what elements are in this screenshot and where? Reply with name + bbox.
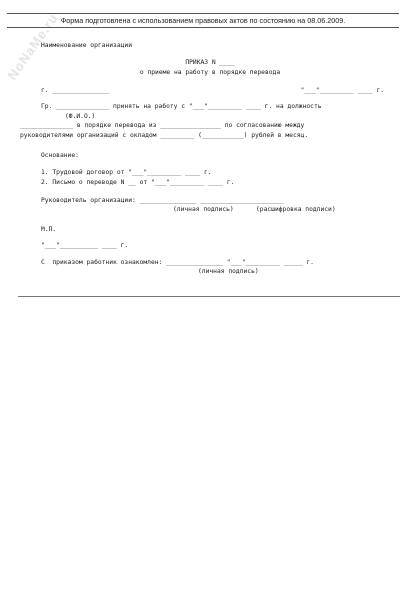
stamp-place-label: М.П. — [41, 226, 57, 233]
organization-name-label: Наименование организации — [41, 42, 132, 49]
salary-line: руководителями организаций с окладом _________ (___________) рублей в месяц. — [20, 132, 309, 139]
bottom-divider — [18, 296, 400, 297]
watermark-text: NoNaMe.ru — [4, 10, 62, 83]
employee-hire-line: Гр. ______________ принять на работу с "___"_________ ____ г. на должность — [41, 103, 322, 110]
order-title: ПРИКАЗ N ____ — [185, 59, 235, 66]
signature-decoding-caption: (расшифровка подписи) — [256, 206, 336, 213]
city-field: г. _______________ — [41, 87, 110, 94]
fio-caption: (Ф.И.О.) — [65, 113, 96, 120]
basis-item-1: 1. Трудовой договор от "___"_________ ____ г. — [41, 169, 212, 176]
employee-acknowledgement-line: С приказом работник ознакомлен: _______________ "___"_________ _____ г. — [41, 259, 314, 266]
signature-caption: (личная подпись) — [173, 206, 234, 213]
basis-item-2: 2. Письмо о переводе N __ от "___"_________ ____ г. — [41, 179, 235, 186]
basis-label: Основание: — [41, 152, 79, 159]
order-date-field: "___"_________ ____ г. — [300, 87, 384, 94]
document-header-note: Форма подготовлена с использованием правовых актов по состоянию на 08.06.2009. — [7, 13, 399, 28]
employee-signature-caption: (личная подпись) — [198, 268, 259, 275]
transfer-line: ______________ в порядке перевода из ________________ по согласованию между — [20, 122, 305, 129]
order-subtitle: о приеме на работу в порядке перевода — [139, 69, 281, 76]
signature-date-field: "___"__________ ____ г. — [41, 242, 129, 249]
head-signature-line: Руководитель организации: _______________ ______________________ — [41, 197, 284, 204]
